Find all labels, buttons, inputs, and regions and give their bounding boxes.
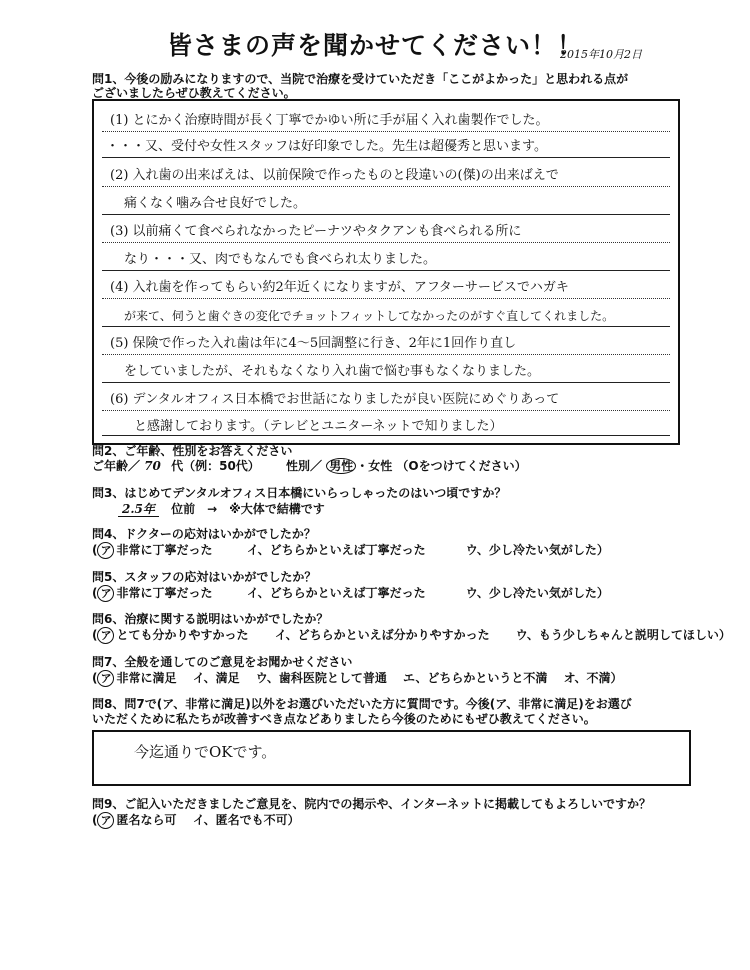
q6-selected-mark: ア <box>97 627 114 644</box>
q5-option-c: ウ、少し冷たい気がした） <box>465 586 609 600</box>
q7-option-d: エ、どちらかというと不満 <box>403 671 548 685</box>
answer-rule <box>102 270 670 271</box>
q2-question: 問2、ご年齢、性別をお答えください <box>92 444 293 458</box>
q5-option-a: 非常に丁寧だった <box>116 586 213 600</box>
q8-question-line1: 問8、問7で(ア、非常に満足)以外をお選びいただいた方に質問です。今後(ア、非常に満足)をお選び <box>92 697 632 711</box>
q9-option-a: 匿名なら可 <box>116 813 177 827</box>
q7-option-b: イ、満足 <box>192 671 240 685</box>
answer-rule <box>102 242 670 243</box>
q3-suffix: 位前 → ※大体で結構です <box>171 502 325 516</box>
answer-rule <box>102 131 670 132</box>
q1-answer-5-line1: (5) 保険で作った入れ歯は年に4〜5回調整に行き、2年に1回作り直し <box>110 336 517 351</box>
q1-answer-3-line2: なり・・・又、肉でもなんでも食べられ太りました。 <box>124 252 437 267</box>
q1-answer-4-line1: (4) 入れ歯を作ってもらい約2年近くになりますが、アフターサービスでハガキ <box>110 280 569 295</box>
q1-answer-3-line1: (3) 以前痛くて食べられなかったピーナツやタクアンも食べられる所に <box>110 224 522 239</box>
q7-options: ( ア 非常に満足 イ、満足 ウ、歯科医院として普通 エ、どちらかというと不満 オ、不満） <box>92 671 623 685</box>
survey-date: 2015年10月2日 <box>560 48 642 61</box>
answer-rule <box>102 214 670 215</box>
age-value: 70 <box>144 459 161 473</box>
q1-answer-6-line2: と感謝しております。（テレビとユニターネットで知りました） <box>134 419 503 434</box>
q1-answer-4-line2: が来て、伺うと歯ぐきの変化でチョットフィットしてなかったのがすぐ直してくれました。 <box>124 309 615 323</box>
age-label: ご年齢／ <box>92 459 141 473</box>
q6-option-c: ウ、もう少しちゃんと説明してほしい） <box>515 628 731 642</box>
q5-option-b: イ、どちらかといえば丁寧だった <box>246 586 426 600</box>
gender-note: （Oをつけてください） <box>396 459 527 473</box>
answer-rule <box>102 354 670 355</box>
q9-question: 問9、ご記入いただきましたご意見を、院内での掲示や、インターネットに掲載してもよろしいですか？ <box>92 797 652 811</box>
q6-options: ( ア とても分かりやすかった イ、どちらかといえば分かりやすかった ウ、もう少しちゃんと説明してほしい） <box>92 628 731 642</box>
q4-selected-mark: ア <box>97 542 114 559</box>
q4-option-c: ウ、少し冷たい気がした） <box>465 543 609 557</box>
q1-question-line2: ございましたらぜひ教えてください。 <box>92 86 296 100</box>
gender-separator: ・ <box>356 459 369 473</box>
q9-selected-mark: ア <box>97 812 114 829</box>
q8-answer-box <box>92 730 691 786</box>
q6-option-a: とても分かりやすかった <box>116 628 249 642</box>
q4-option-a: 非常に丁寧だった <box>116 543 213 557</box>
q8-question-line2: いただくために私たちが改善すべき点などありましたら今後のためにもぜひ教えてください。 <box>92 712 596 726</box>
q8-answer: 今迄通りでOKです。 <box>134 743 277 761</box>
answer-rule <box>102 410 670 411</box>
q1-answer-1-line1: (1) とにかく治療時間が長く丁寧でかゆい所に手が届く入れ歯製作でした。 <box>110 113 549 128</box>
q5-question: 問5、スタッフの応対はいかがでしたか？ <box>92 570 317 584</box>
answer-rule <box>102 382 670 383</box>
q7-selected-mark: ア <box>97 670 114 687</box>
q1-answer-2-line1: (2) 入れ歯の出来ばえは、以前保険で作ったものと段違いの(傑)の出来ばえで <box>110 168 559 183</box>
q1-answer-1-line2: ・・・又、受付や女性スタッフは好印象でした。先生は超優秀と思います。 <box>106 139 547 154</box>
answer-rule <box>102 435 670 436</box>
q4-options: ( ア 非常に丁寧だった イ、どちらかといえば丁寧だった ウ、少し冷たい気がした） <box>92 543 609 557</box>
q7-option-e: オ、不満） <box>563 671 623 685</box>
q3-question: 問3、はじめてデンタルオフィス日本橋にいらっしゃったのはいつ頃ですか？ <box>92 486 507 500</box>
answer-rule <box>102 157 670 158</box>
q9-options: ( ア 匿名なら可 イ、匿名でも不可） <box>92 813 300 827</box>
q1-question-line1: 問1、今後の励みになりますので、当院で治療を受けていただき「ここがよかった」と思われる点が <box>92 72 629 86</box>
age-suffix: 代（例：50代） <box>171 459 260 473</box>
q6-option-b: イ、どちらかといえば分かりやすかった <box>274 628 490 642</box>
survey-title: 皆さまの声を聞かせてください！！ <box>166 31 583 60</box>
answer-rule <box>102 326 670 327</box>
gender-male-selected: 男性 <box>326 458 356 474</box>
q1-answer-box <box>92 99 680 445</box>
q7-option-a: 非常に満足 <box>116 671 177 685</box>
q3-answer: 2.5年 <box>118 502 159 517</box>
q6-question: 問6、治療に関する説明はいかがでしたか？ <box>92 612 329 626</box>
q3-answer-row <box>118 502 325 517</box>
q2-answer-row <box>92 459 527 474</box>
q4-option-b: イ、どちらかといえば丁寧だった <box>246 543 426 557</box>
q7-option-c: ウ、歯科医院として普通 <box>255 671 387 685</box>
q7-question: 問7、全般を通してのご意見をお聞かせください <box>92 655 353 669</box>
q9-option-b: イ、匿名でも不可） <box>192 813 300 827</box>
q1-answer-6-line1: (6) デンタルオフィス日本橋でお世話になりましたが良い医院にめぐりあって <box>110 392 560 407</box>
answer-rule <box>102 298 670 299</box>
q5-options: ( ア 非常に丁寧だった イ、どちらかといえば丁寧だった ウ、少し冷たい気がした） <box>92 586 609 600</box>
q1-answer-5-line2: をしていましたが、それもなくなり入れ歯で悩む事もなくなりました。 <box>124 364 541 379</box>
q1-answer-2-line2: 痛くなく噛み合せ良好でした。 <box>124 196 307 211</box>
gender-label: 性別／ <box>285 459 322 473</box>
q5-selected-mark: ア <box>97 585 114 602</box>
q4-question: 問4、ドクターの応対はいかがでしたか？ <box>92 527 316 541</box>
gender-female: 女性 <box>368 459 393 473</box>
answer-rule <box>102 186 670 187</box>
